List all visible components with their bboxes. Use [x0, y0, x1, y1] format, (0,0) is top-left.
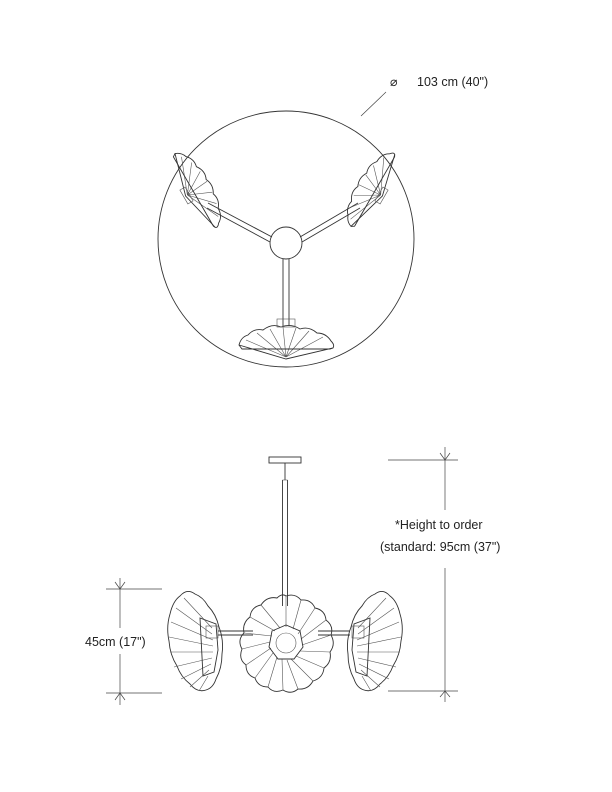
height-note-line-1: *Height to order: [395, 518, 483, 532]
top-view-outline-circle: [158, 111, 414, 367]
side-view-left-shade: [168, 591, 223, 691]
body-height-label: 45cm (17"): [85, 635, 146, 649]
top-view-arms: [207, 203, 360, 326]
top-view-shade-right: [337, 145, 405, 233]
top-view-shade-left: [163, 146, 231, 234]
height-note-line-2: (standard: 95cm (37"): [380, 540, 501, 554]
side-view-right-shade: [347, 591, 402, 691]
top-view: [158, 75, 488, 367]
diameter-leader-line: [361, 92, 386, 116]
diameter-label: 103 cm (40"): [417, 75, 489, 89]
side-view-center-shade: [240, 595, 333, 692]
ceiling-canopy: [269, 457, 301, 463]
overall-height-dimension: [388, 447, 458, 702]
side-view: [85, 447, 500, 705]
top-view-center-hub: [270, 227, 302, 259]
diameter-symbol: ⌀: [390, 75, 398, 89]
top-view-shade-bottom: [239, 319, 334, 359]
